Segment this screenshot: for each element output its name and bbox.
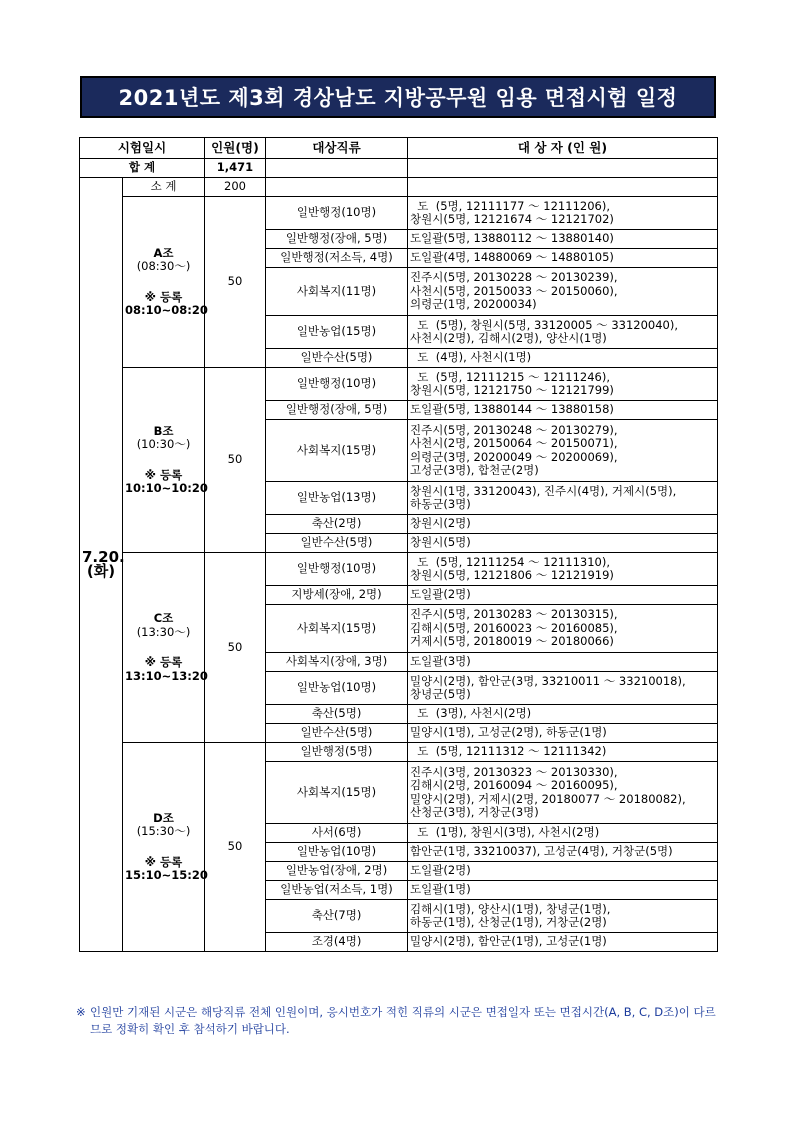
group-register-label: ※ 등록 (144, 289, 183, 304)
group-count: 50 (205, 197, 266, 368)
job-category: 사회복지(15명) (266, 420, 408, 482)
target-cell (408, 401, 718, 420)
exam-weekday: (화) (86, 561, 116, 580)
group-name: C조 (153, 611, 174, 625)
group-register-time: 08:10~08:20 (125, 303, 208, 317)
target-line: 사천시(2명), 김해시(2명), 양산시(1명) (410, 331, 607, 345)
job-category: 축산(2명) (266, 515, 408, 534)
target-line: 밀양시(2명), 함안군(1명), 고성군(1명) (410, 934, 607, 949)
target-cell (408, 862, 718, 881)
group-count: 50 (205, 368, 266, 553)
target-cell (408, 553, 718, 586)
job-category: 일반농업(10명) (266, 843, 408, 862)
group-c-cell (123, 553, 208, 743)
job-category: 조경(4명) (266, 933, 408, 952)
exam-date: 7.20. (82, 548, 125, 566)
target-line: 의령군(3명, 20200049 ～ 20200069), (410, 449, 618, 464)
job-category: 사회복지(11명) (266, 268, 408, 316)
subtotal-value: 200 (205, 178, 266, 197)
header-date: 시험일시 (80, 138, 205, 159)
target-line: 도 (5명, 12111215 ～ 12111246), (410, 369, 610, 384)
target-cell (408, 900, 718, 933)
target-cell (408, 230, 718, 249)
group-time: (08:30～) (136, 259, 191, 273)
job-category: 사서(6명) (266, 824, 408, 843)
page-title: 2021년도 제3회 경상남도 지방공무원 임용 면접시험 일정 (80, 76, 716, 118)
target-line: 진주시(3명, 20130323 ～ 20130330), (410, 764, 618, 779)
job-category: 일반행정(10명) (266, 553, 408, 586)
interview-schedule-table (79, 137, 718, 952)
schedule-row (80, 368, 718, 401)
target-cell (408, 933, 718, 952)
group-name: D조 (153, 810, 174, 825)
target-line: 밀양시(1명), 고성군(2명), 하동군(1명) (410, 725, 607, 740)
job-category: 축산(5명) (266, 705, 408, 724)
target-line: 도 (5명, 12111312 ～ 12111342) (410, 744, 607, 759)
target-cell (408, 762, 718, 824)
group-count: 50 (205, 743, 266, 952)
schedule-row (80, 743, 718, 762)
group-register-time: 15:10~15:20 (125, 868, 208, 882)
footnote-text: 인원만 기재된 시군은 해당직류 전체 인원이며, 응시번호가 적힌 직류의 시군은 면접일자 또는 면접시간(A, B, C, D조)이 다르므로 정확히 확인 후 참석하기 바랍니다. (90, 1005, 716, 1036)
group-register-time: 13:10~13:20 (125, 668, 208, 683)
target-cell (408, 420, 718, 482)
target-cell (408, 653, 718, 672)
target-line: 도 (3명), 사천시(2명) (410, 706, 532, 721)
job-category: 일반행정(저소득, 4명) (266, 249, 408, 268)
group-count: 50 (205, 553, 266, 743)
total-empty-job (266, 159, 408, 178)
target-cell (408, 268, 718, 316)
target-cell (408, 743, 718, 762)
group-register-label: ※ 등록 (144, 467, 183, 482)
target-line: 김해시(1명), 양산시(1명), 창녕군(1명), (410, 901, 611, 916)
target-line: 밀양시(2명), 거제시(2명, 20180077 ～ 20180082), (410, 791, 686, 806)
target-cell (408, 515, 718, 534)
job-category: 일반농업(13명) (266, 482, 408, 515)
header-count: 인원(명) (205, 138, 266, 159)
target-line: 진주시(5명, 20130248 ～ 20130279), (410, 422, 618, 437)
total-empty-target (408, 159, 718, 178)
target-cell (408, 349, 718, 368)
job-category: 일반행정(10명) (266, 368, 408, 401)
target-cell (408, 881, 718, 900)
target-line: 진주시(5명, 20130228 ～ 20130239), (410, 270, 618, 285)
schedule-row (80, 553, 718, 586)
target-line: 창원시(5명, 12121674 ～ 12121702) (410, 212, 614, 226)
job-category: 일반농업(10명) (266, 672, 408, 705)
target-line: 진주시(5명, 20130283 ～ 20130315), (410, 607, 618, 622)
job-category: 일반행정(10명) (266, 197, 408, 230)
job-category: 일반농업(15명) (266, 316, 408, 349)
subtotal-label: 소 계 (123, 178, 205, 197)
target-cell (408, 724, 718, 743)
total-row (80, 159, 718, 178)
group-time: (13:30～) (136, 624, 191, 639)
group-register-label: ※ 등록 (144, 854, 183, 869)
job-category: 일반농업(장애, 2명) (266, 862, 408, 881)
group-b-cell (123, 368, 208, 553)
header-row (80, 138, 718, 159)
target-cell (408, 824, 718, 843)
target-line: 도일괄(5명, 13880112 ～ 13880140) (410, 231, 614, 246)
group-name: B조 (153, 423, 174, 438)
target-line: 밀양시(2명), 함안군(3명, 33210011 ～ 33210018), (410, 673, 686, 688)
target-cell (408, 368, 718, 401)
group-time: (10:30～) (136, 437, 191, 451)
group-register-time: 10:10~10:20 (125, 481, 208, 495)
job-category: 사회복지(장애, 3명) (266, 653, 408, 672)
target-line: 하동군(1명), 산청군(1명), 거창군(2명) (410, 915, 607, 929)
target-line: 도일괄(4명, 14880069 ～ 14880105) (410, 250, 614, 265)
target-line: 도일괄(2명) (410, 587, 471, 602)
job-category: 일반행정(장애, 5명) (266, 230, 408, 249)
job-category: 일반수산(5명) (266, 724, 408, 743)
group-register-label: ※ 등록 (144, 655, 183, 669)
target-cell (408, 534, 718, 553)
job-category: 일반농업(저소득, 1명) (266, 881, 408, 900)
job-category: 지방세(장애, 2명) (266, 586, 408, 605)
footnote (76, 1004, 718, 1038)
target-cell (408, 249, 718, 268)
group-a-cell (123, 197, 208, 368)
job-category: 일반행정(5명) (266, 743, 408, 762)
target-line: 창원시(5명, 12121750 ～ 12121799) (410, 383, 614, 397)
target-line: 도 (5명, 12111177 ～ 12111206), (410, 198, 610, 213)
target-line: 사천시(5명, 20150033 ～ 20150060), (410, 283, 618, 298)
target-cell (408, 843, 718, 862)
target-cell (408, 605, 718, 653)
target-line: 거제시(5명, 20180019 ～ 20180066) (410, 634, 614, 649)
job-category: 일반수산(5명) (266, 349, 408, 368)
target-cell (408, 672, 718, 705)
target-line: 도 (5명), 창원시(5명, 33120005 ～ 33120040), (410, 317, 679, 332)
target-line: 창원시(2명) (410, 516, 471, 531)
target-cell (408, 316, 718, 349)
target-cell (408, 197, 718, 230)
target-line: 도일괄(1명) (410, 882, 471, 897)
target-line: 도일괄(5명, 13880144 ～ 13880158) (410, 402, 614, 417)
subtotal-empty-job (266, 178, 408, 197)
target-line: 도 (5명, 12111254 ～ 12111310), (410, 554, 610, 569)
target-cell (408, 705, 718, 724)
group-name: A조 (153, 245, 174, 260)
target-line: 의령군(1명, 20200034) (410, 297, 537, 312)
exam-date-cell (80, 178, 123, 952)
target-line: 산청군(3명), 거창군(3명) (410, 805, 539, 819)
subtotal-empty-target (408, 178, 718, 197)
target-line: 도 (1명), 창원시(3명), 사천시(2명) (410, 825, 600, 840)
target-line: 창원시(5명) (410, 535, 471, 550)
header-job: 대상직류 (266, 138, 408, 159)
target-line: 창녕군(5명) (410, 687, 471, 701)
target-line: 하동군(3명) (410, 497, 471, 511)
target-line: 김해시(2명, 20160094 ～ 20160095), (410, 778, 618, 792)
target-line: 도일괄(3명) (410, 654, 471, 669)
job-category: 축산(7명) (266, 900, 408, 933)
target-cell (408, 586, 718, 605)
target-line: 도일괄(2명) (410, 863, 471, 878)
subtotal-row (80, 178, 718, 197)
target-cell (408, 482, 718, 515)
group-time: (15:30～) (136, 824, 191, 838)
job-category: 사회복지(15명) (266, 605, 408, 653)
target-line: 도 (4명), 사천시(1명) (410, 350, 532, 365)
target-line: 김해시(5명, 20160023 ～ 20160085), (410, 620, 618, 635)
header-target: 대 상 자 (인 원) (408, 138, 718, 159)
total-value: 1,471 (205, 159, 266, 178)
schedule-row (80, 197, 718, 230)
target-line: 창원시(1명, 33120043), 진주시(4명), 거제시(5명), (410, 483, 677, 498)
group-d-cell (123, 743, 208, 952)
footnote-mark: ※ (76, 1005, 86, 1019)
job-category: 일반행정(장애, 5명) (266, 401, 408, 420)
job-category: 사회복지(15명) (266, 762, 408, 824)
target-line: 창원시(5명, 12121806 ～ 12121919) (410, 568, 614, 582)
target-line: 사천시(2명, 20150064 ～ 20150071), (410, 436, 618, 450)
total-label: 합 계 (80, 159, 205, 178)
target-line: 함안군(1명, 33210037), 고성군(4명), 거창군(5명) (410, 844, 673, 859)
target-line: 고성군(3명), 합천군(2명) (410, 463, 539, 477)
job-category: 일반수산(5명) (266, 534, 408, 553)
